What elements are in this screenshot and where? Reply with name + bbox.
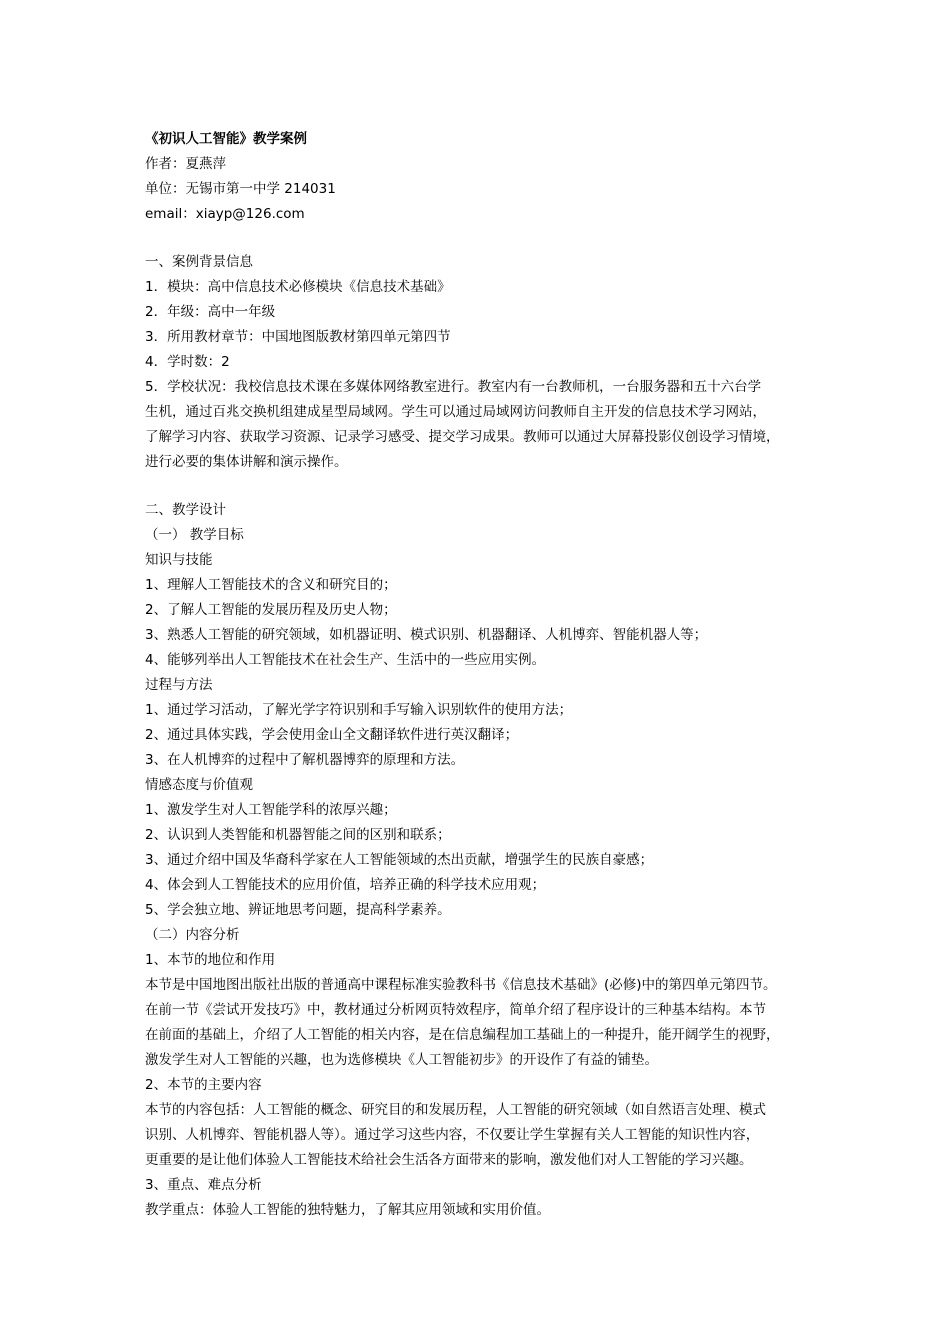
- list-item: 1．模块：高中信息技术必修模块《信息技术基础》: [145, 279, 451, 295]
- list-item: 4、体会到人工智能技术的应用价值，培养正确的科学技术应用观；: [145, 877, 546, 893]
- list-item: 3、熟悉人工智能的研究领域，如机器证明、模式识别、机器翻译、人机博弈、智能机器人等；: [145, 627, 708, 643]
- list-item: 2．年级：高中一年级: [145, 304, 276, 320]
- paragraph-line: 5．学校状况：我校信息技术课在多媒体网络教室进行。教室内有一台教师机，一台服务器和五十六台学: [145, 379, 762, 395]
- unit-line: 单位：无锡市第一中学 214031: [145, 181, 336, 197]
- paragraph-line: 在前一节《尝试开发技巧》中，教材通过分析网页特效程序，简单介绍了程序设计的三种基本结构。本节: [145, 1002, 766, 1018]
- spacer: [145, 227, 825, 250]
- list-item: 3．所用教材章节：中国地图版教材第四单元第四节: [145, 329, 451, 345]
- list-item: 4、能够列举出人工智能技术在社会生产、生活中的一些应用实例。: [145, 652, 546, 668]
- list-item: 1、通过学习活动，了解光学字符识别和手写输入识别软件的使用方法；: [145, 702, 573, 718]
- paragraph-line: 了解学习内容、获取学习资源、记录学习感受、提交学习成果。教师可以通过大屏幕投影仪创设学习情境，: [145, 429, 780, 445]
- list-item: 1、激发学生对人工智能学科的浓厚兴趣；: [145, 802, 397, 818]
- paragraph-line: 识别、人机博弈、智能机器人等）。通过学习这些内容，不仅要让学生掌握有关人工智能的知识性内容，: [145, 1127, 760, 1143]
- category-heading: 2、本节的主要内容: [145, 1077, 262, 1093]
- list-item: 5、学会独立地、辨证地思考问题，提高科学素养。: [145, 902, 451, 918]
- paragraph-line: 在前面的基础上，介绍了人工智能的相关内容，是在信息编程加工基础上的一种提升，能开阔学生的视野，: [145, 1027, 780, 1043]
- paragraph-line: 本节的内容包括：人工智能的概念、研究目的和发展历程，人工智能的研究领域（如自然语言处理、模式: [145, 1102, 766, 1118]
- paragraph-line: 更重要的是让他们体验人工智能技术给社会生活各方面带来的影响，激发他们对人工智能的学习兴趣。: [145, 1152, 753, 1168]
- paragraph-line: 激发学生对人工智能的兴趣，也为选修模块《人工智能初步》的开设作了有益的铺垫。: [145, 1052, 658, 1068]
- subsection-heading: （二）内容分析: [145, 927, 240, 943]
- list-item: 3、在人机博弈的过程中了解机器博弈的原理和方法。: [145, 752, 465, 768]
- subsection-heading: （一） 教学目标: [145, 527, 244, 543]
- email-line: email：xiayp@126.com: [145, 206, 305, 222]
- author-line: 作者：夏燕萍: [145, 156, 226, 172]
- section-heading: 二、教学设计: [145, 502, 226, 518]
- category-heading: 情感态度与价值观: [145, 777, 253, 793]
- list-item: 2、通过具体实践，学会使用金山全文翻译软件进行英汉翻译；: [145, 727, 519, 743]
- spacer: [145, 475, 825, 498]
- list-item: 4．学时数：2: [145, 354, 230, 370]
- list-item: 3、通过介绍中国及华裔科学家在人工智能领域的杰出贡献，增强学生的民族自豪感；: [145, 852, 654, 868]
- category-heading: 知识与技能: [145, 552, 213, 568]
- paragraph-line: 本节是中国地图出版社出版的普通高中课程标准实验教科书《信息技术基础》(必修)中的第四单元第四节。: [145, 977, 777, 993]
- paragraph-line: 教学重点：体验人工智能的独特魅力，了解其应用领域和实用价值。: [145, 1202, 550, 1218]
- list-item: 1、理解人工智能技术的含义和研究目的；: [145, 577, 397, 593]
- list-item: 2、了解人工智能的发展历程及历史人物；: [145, 602, 397, 618]
- document-title: 《初识人工智能》教学案例: [145, 131, 307, 147]
- category-heading: 过程与方法: [145, 677, 213, 693]
- paragraph-line: 生机，通过百兆交换机组建成星型局域网。学生可以通过局域网访问教师自主开发的信息技术学习网站，: [145, 404, 766, 420]
- list-item: 2、认识到人类智能和机器智能之间的区别和联系；: [145, 827, 451, 843]
- paragraph-line: 进行必要的集体讲解和演示操作。: [145, 454, 348, 470]
- category-heading: 3、重点、难点分析: [145, 1177, 262, 1193]
- section-heading: 一、案例背景信息: [145, 254, 253, 270]
- document-body: [145, 127, 825, 1223]
- category-heading: 1、本节的地位和作用: [145, 952, 276, 968]
